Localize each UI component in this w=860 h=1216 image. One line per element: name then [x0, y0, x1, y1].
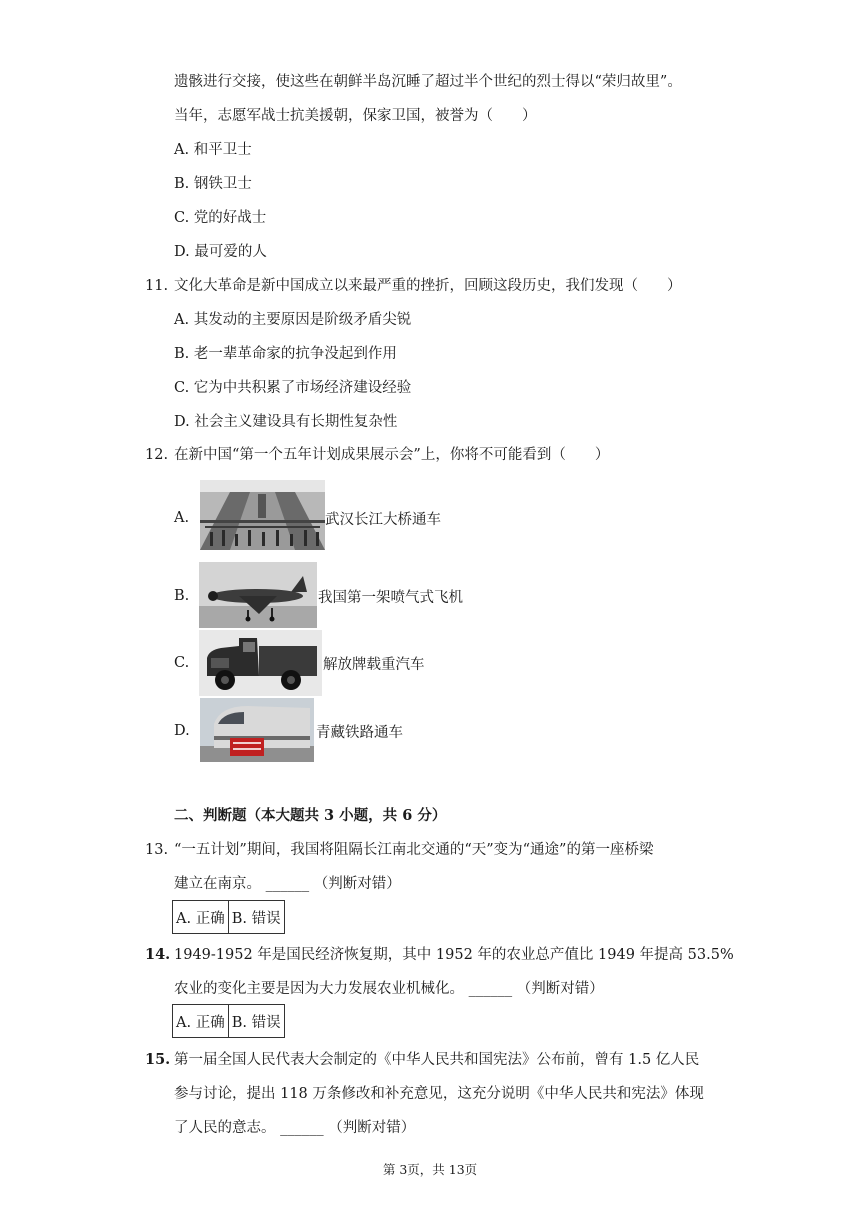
bridge-photo	[200, 480, 325, 550]
q10-option-d: D. 最可爱的人	[174, 244, 267, 260]
q11-option-d: D. 社会主义建设具有长期性复杂性	[174, 414, 398, 430]
q13-option-false[interactable]: B. 错误	[228, 901, 284, 934]
q15-text-line3: 了人民的意志。 ______ （判断对错）	[174, 1120, 416, 1136]
page-footer: 第 3页，共 13页	[382, 1162, 478, 1177]
q12-option-d-letter: D.	[174, 723, 190, 739]
q14-option-true[interactable]: A. 正确	[173, 1005, 229, 1038]
q10-text-line2: 当年，志愿军战士抗美援朝，保家卫国，被誉为（ ）	[174, 108, 537, 124]
q11-option-c: C. 它为中共积累了市场经济建设经验	[174, 380, 412, 396]
truck-photo	[199, 630, 322, 696]
q11-number: 11.	[145, 278, 169, 294]
q15-text-line2: 参与讨论，提出 118 万条修改和补充意见，这充分说明《中华人民共和宪法》体现	[174, 1086, 704, 1102]
q10-option-b: B. 钢铁卫士	[174, 176, 252, 192]
q12-option-b-letter: B.	[174, 588, 190, 604]
q13-answer-table	[172, 900, 285, 934]
q12-option-c-caption: 解放牌载重汽车	[323, 657, 425, 673]
q14-number: 14.	[145, 946, 171, 963]
q13-number: 13.	[145, 842, 169, 858]
q14-option-false[interactable]: B. 错误	[228, 1005, 284, 1038]
q14-text-line2: 农业的变化主要是因为大力发展农业机械化。 ______ （判断对错）	[174, 981, 604, 997]
q13-option-true[interactable]: A. 正确	[173, 901, 229, 934]
q12-option-a-letter: A.	[174, 510, 190, 526]
truck-image	[199, 630, 322, 696]
q10-option-c: C. 党的好战士	[174, 210, 267, 226]
jet-aircraft-image	[199, 562, 317, 628]
q12-option-d-caption: 青藏铁路通车	[316, 725, 403, 741]
q11-option-a: A. 其发动的主要原因是阶级矛盾尖锐	[174, 312, 412, 328]
q11-option-b: B. 老一辈革命家的抗争没起到作用	[174, 346, 397, 362]
q11-text: 文化大革命是新中国成立以来最严重的挫折，回顾这段历史，我们发现（ ）	[174, 278, 682, 294]
q13-text-line1: “一五计划”期间，我国将阻隔长江南北交通的“天”变为“通途”的第一座桥梁	[174, 842, 654, 858]
jet-aircraft-photo	[199, 562, 317, 628]
q12-option-c-letter: C.	[174, 655, 190, 671]
q12-text: 在新中国“第一个五年计划成果展示会”上，你将不可能看到（ ）	[174, 447, 610, 463]
q13-text-line2: 建立在南京。 ______ （判断对错）	[174, 876, 401, 892]
q12-option-a-caption: 武汉长江大桥通车	[325, 512, 441, 528]
q15-text-line1: 第一届全国人民代表大会制定的《中华人民共和国宪法》公布前，曾有 1.5 亿人民	[174, 1052, 700, 1068]
q10-option-a: A. 和平卫士	[174, 142, 252, 158]
q10-text-line1: 遗骸进行交接，使这些在朝鲜半岛沉睡了超过半个世纪的烈士得以“荣归故里”。	[174, 74, 682, 90]
train-image	[200, 698, 314, 762]
q14-text-line1: 1949-1952 年是国民经济恢复期，其中 1952 年的农业总产值比 1949 年提高 53.5%	[174, 947, 734, 963]
q15-number: 15.	[145, 1051, 171, 1068]
section-2-title: 二、判断题（本大题共 3 小题，共 6 分）	[174, 807, 447, 824]
q12-number: 12.	[145, 447, 169, 463]
q12-option-b-caption: 我国第一架喷气式飞机	[318, 590, 463, 606]
bridge-image	[200, 480, 325, 550]
train-photo	[200, 698, 314, 762]
q14-answer-table	[172, 1004, 285, 1038]
